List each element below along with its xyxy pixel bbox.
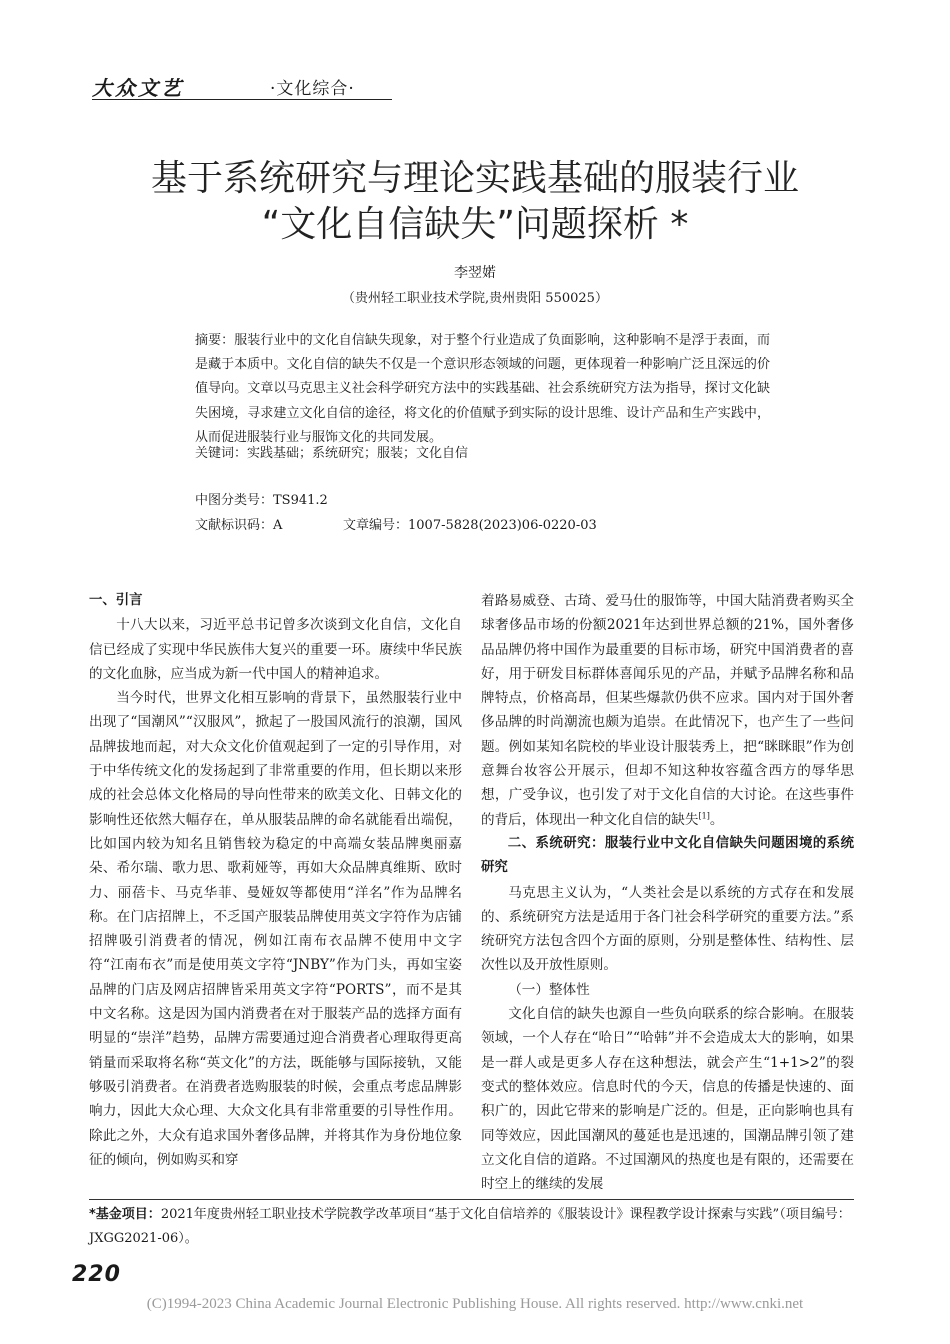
paragraph-2-continued: [481, 589, 854, 832]
section-2-heading: 二、系统研究：服装行业中文化自信缺失问题困境的系统研究: [481, 835, 854, 876]
body-column-right: [481, 589, 854, 1196]
clc-number: [195, 489, 328, 508]
abstract-text: 服装行业中的文化自信缺失现象，对于整个行业造成了负面影响，这种影响不是浮于表面，而是藏于本质中。文化自信的缺失不仅是一个意识形态领域的问题，更体现着一种影响广泛且深远的价值导向。文章以马克思主义社会科学研究方法中的实践基础、社会系统研究方法为指导，探讨文化缺失困境，寻求建立文化自信的途径，将文化的价值赋予到实际的设计思维、设计产品和生产实践中，从而促进服装行业与服饰文化的共同发展。: [195, 333, 770, 445]
section-1-heading: 一、引言: [89, 593, 143, 608]
abstract-label: 摘要：: [195, 333, 235, 348]
article-number: [343, 514, 597, 533]
article-title-line-2: “文化自信缺失”问题探析 *: [261, 204, 689, 245]
paragraph-4: 文化自信的缺失也源自一些负向联系的综合影响。在服装领域，一个人存在“哈日”“哈韩”并不会造成太大的影响，如果是一群人或是更多人存在这种想法，就会产生“1+1>2”的裂变式的整体效应。信息时代的今天，信息的传播是快速的、面积广的，因此它带来的影响是广泛的。但是，正向影响也具有同等效应，因此国潮风的蔓延也是迅速的，国潮品牌引领了建立文化自信的道路。不过国潮风的热度也是有限的，还需要在时空上的继续的发展: [481, 1006, 854, 1193]
author-affiliation: （贵州轻工职业技术学院,贵州贵阳 550025）: [342, 291, 608, 306]
paragraph-2-continued-text: 着路易威登、古琦、爱马仕的服饰等，中国大陆消费者购买全球奢侈品市场的份额2021年达到世界总额的21%，国外奢侈品品牌仍将中国作为最重要的目标市场，研究中国消费者的喜好，用于研发目标群体喜闻乐见的产品，并赋予品牌名称和品牌特点，价格高昂，但某些爆款仍供不应求。国内对于国外奢侈品牌的时尚潮流也颇为追崇。在此情况下，也产生了一些问题。例如某知名院校的毕业设计服装秀上，把“眯眯眼”作为创意舞台妆容公开展示，但却不知这种妆容蕴含西方的辱华思想，广受争议，也引发了对于文化自信的大讨论。在这些事件的背后，体现出一种文化自信的缺失: [481, 593, 854, 828]
clc-label: 中图分类号：: [195, 493, 274, 508]
keywords: [195, 442, 770, 461]
doc-code-label: 文献标识码：: [195, 518, 274, 533]
subsection-2-1-heading: （一）整体性: [508, 981, 590, 998]
paragraph-2-end: 。: [709, 811, 724, 828]
clc-value: TS941.2: [273, 493, 328, 508]
keywords-text: 实践基础；系统研究；服装；文化自信: [247, 446, 469, 461]
author-name: 李翌婼: [454, 265, 496, 281]
footnote-label: *基金项目：: [89, 1207, 161, 1222]
reference-marker[interactable]: [1]: [698, 811, 710, 821]
paragraph-2: 当今时代，世界文化相互影响的背景下，虽然服装行业中出现了“国潮风”“汉服风”，掀起了一股国风流行的浪潮，国风品牌拔地而起，对大众文化价值观起到了一定的引导作用，对于中华传统文化的发扬起到了非常重要的作用，但长期以来形成的社会总体文化格局的导向性带来的欧美文化、日韩文化的影响性还依然大幅存在，单从服装品牌的命名就能看出端倪，比如国内较为知名且销售较为稳定的中高端女装品牌奥丽嘉朵、希尔瑞、歌力思、歌莉娅等，再如大众品牌真维斯、欧时力、丽蓓卡、马克华菲、曼娅奴等都使用“洋名”作为品牌名称。在门店招牌上，不乏国产服装品牌使用英文字符作为店铺招牌吸引消费者的情况，例如江南布衣品牌不使用中文字符“江南布衣”而是使用英文字符“JNBY”作为门头，再如宝姿品牌的门店及网店招牌皆采用英文字符“PORTS”，而不是其中文名称。这是因为国内消费者在对于服装产品的选择方面有明显的“崇洋”趋势，品牌方需要通过迎合消费者心理取得更高销量而采取将名称“英文化”的方法，既能够与国际接轨，又能够吸引消费者。在消费者选购服装的时候，会重点考虑品牌影响力，因此大众心理、大众文化具有非常重要的引导性作用。除此之外，大众有追求国外奢侈品牌，并将其作为身份地位象征的倾向，例如购买和穿: [89, 690, 462, 1168]
page-number: 220: [72, 1262, 121, 1287]
abstract: [195, 329, 770, 450]
article-title-line-1: 基于系统研究与理论实践基础的服装行业: [150, 158, 799, 199]
header-rule: [92, 99, 392, 100]
footnote: [89, 1203, 859, 1251]
article-number-value: 1007-5828(2023)06-0220-03: [408, 518, 597, 533]
paragraph-3: 马克思主义认为，“人类社会是以系统的方式存在和发展的、系统研究方法是适用于各门社会科学研究的重要方法。”系统研究方法包含四个方面的原则，分别是整体性、结构性、层次性以及开放性原则。: [481, 884, 854, 974]
body-column-left: [89, 589, 462, 1172]
journal-name: 大众文艺: [92, 76, 184, 100]
section-name: ·文化综合·: [270, 79, 355, 99]
copyright-watermark: (C)1994-2023 China Academic Journal Electronic Publishing House. All rights reserved. http://www.cnki.net: [146, 1296, 804, 1312]
doc-code-value: A: [273, 518, 283, 533]
footnote-rule: [89, 1199, 854, 1200]
footnote-text: 2021年度贵州轻工职业技术学院教学改革项目“基于文化自信培养的《服装设计》课程教学设计探索与实践”（项目编号：JXGG2021-06）。: [89, 1207, 851, 1246]
document-code: [195, 514, 282, 533]
paragraph-1: 十八大以来，习近平总书记曾多次谈到文化自信，文化自信已经成了实现中华民族伟大复兴的重要一环。赓续中华民族的文化血脉，应当成为新一代中国人的精神追求。: [89, 617, 462, 682]
article-number-label: 文章编号：: [343, 518, 409, 533]
keywords-label: 关键词：: [195, 446, 248, 461]
